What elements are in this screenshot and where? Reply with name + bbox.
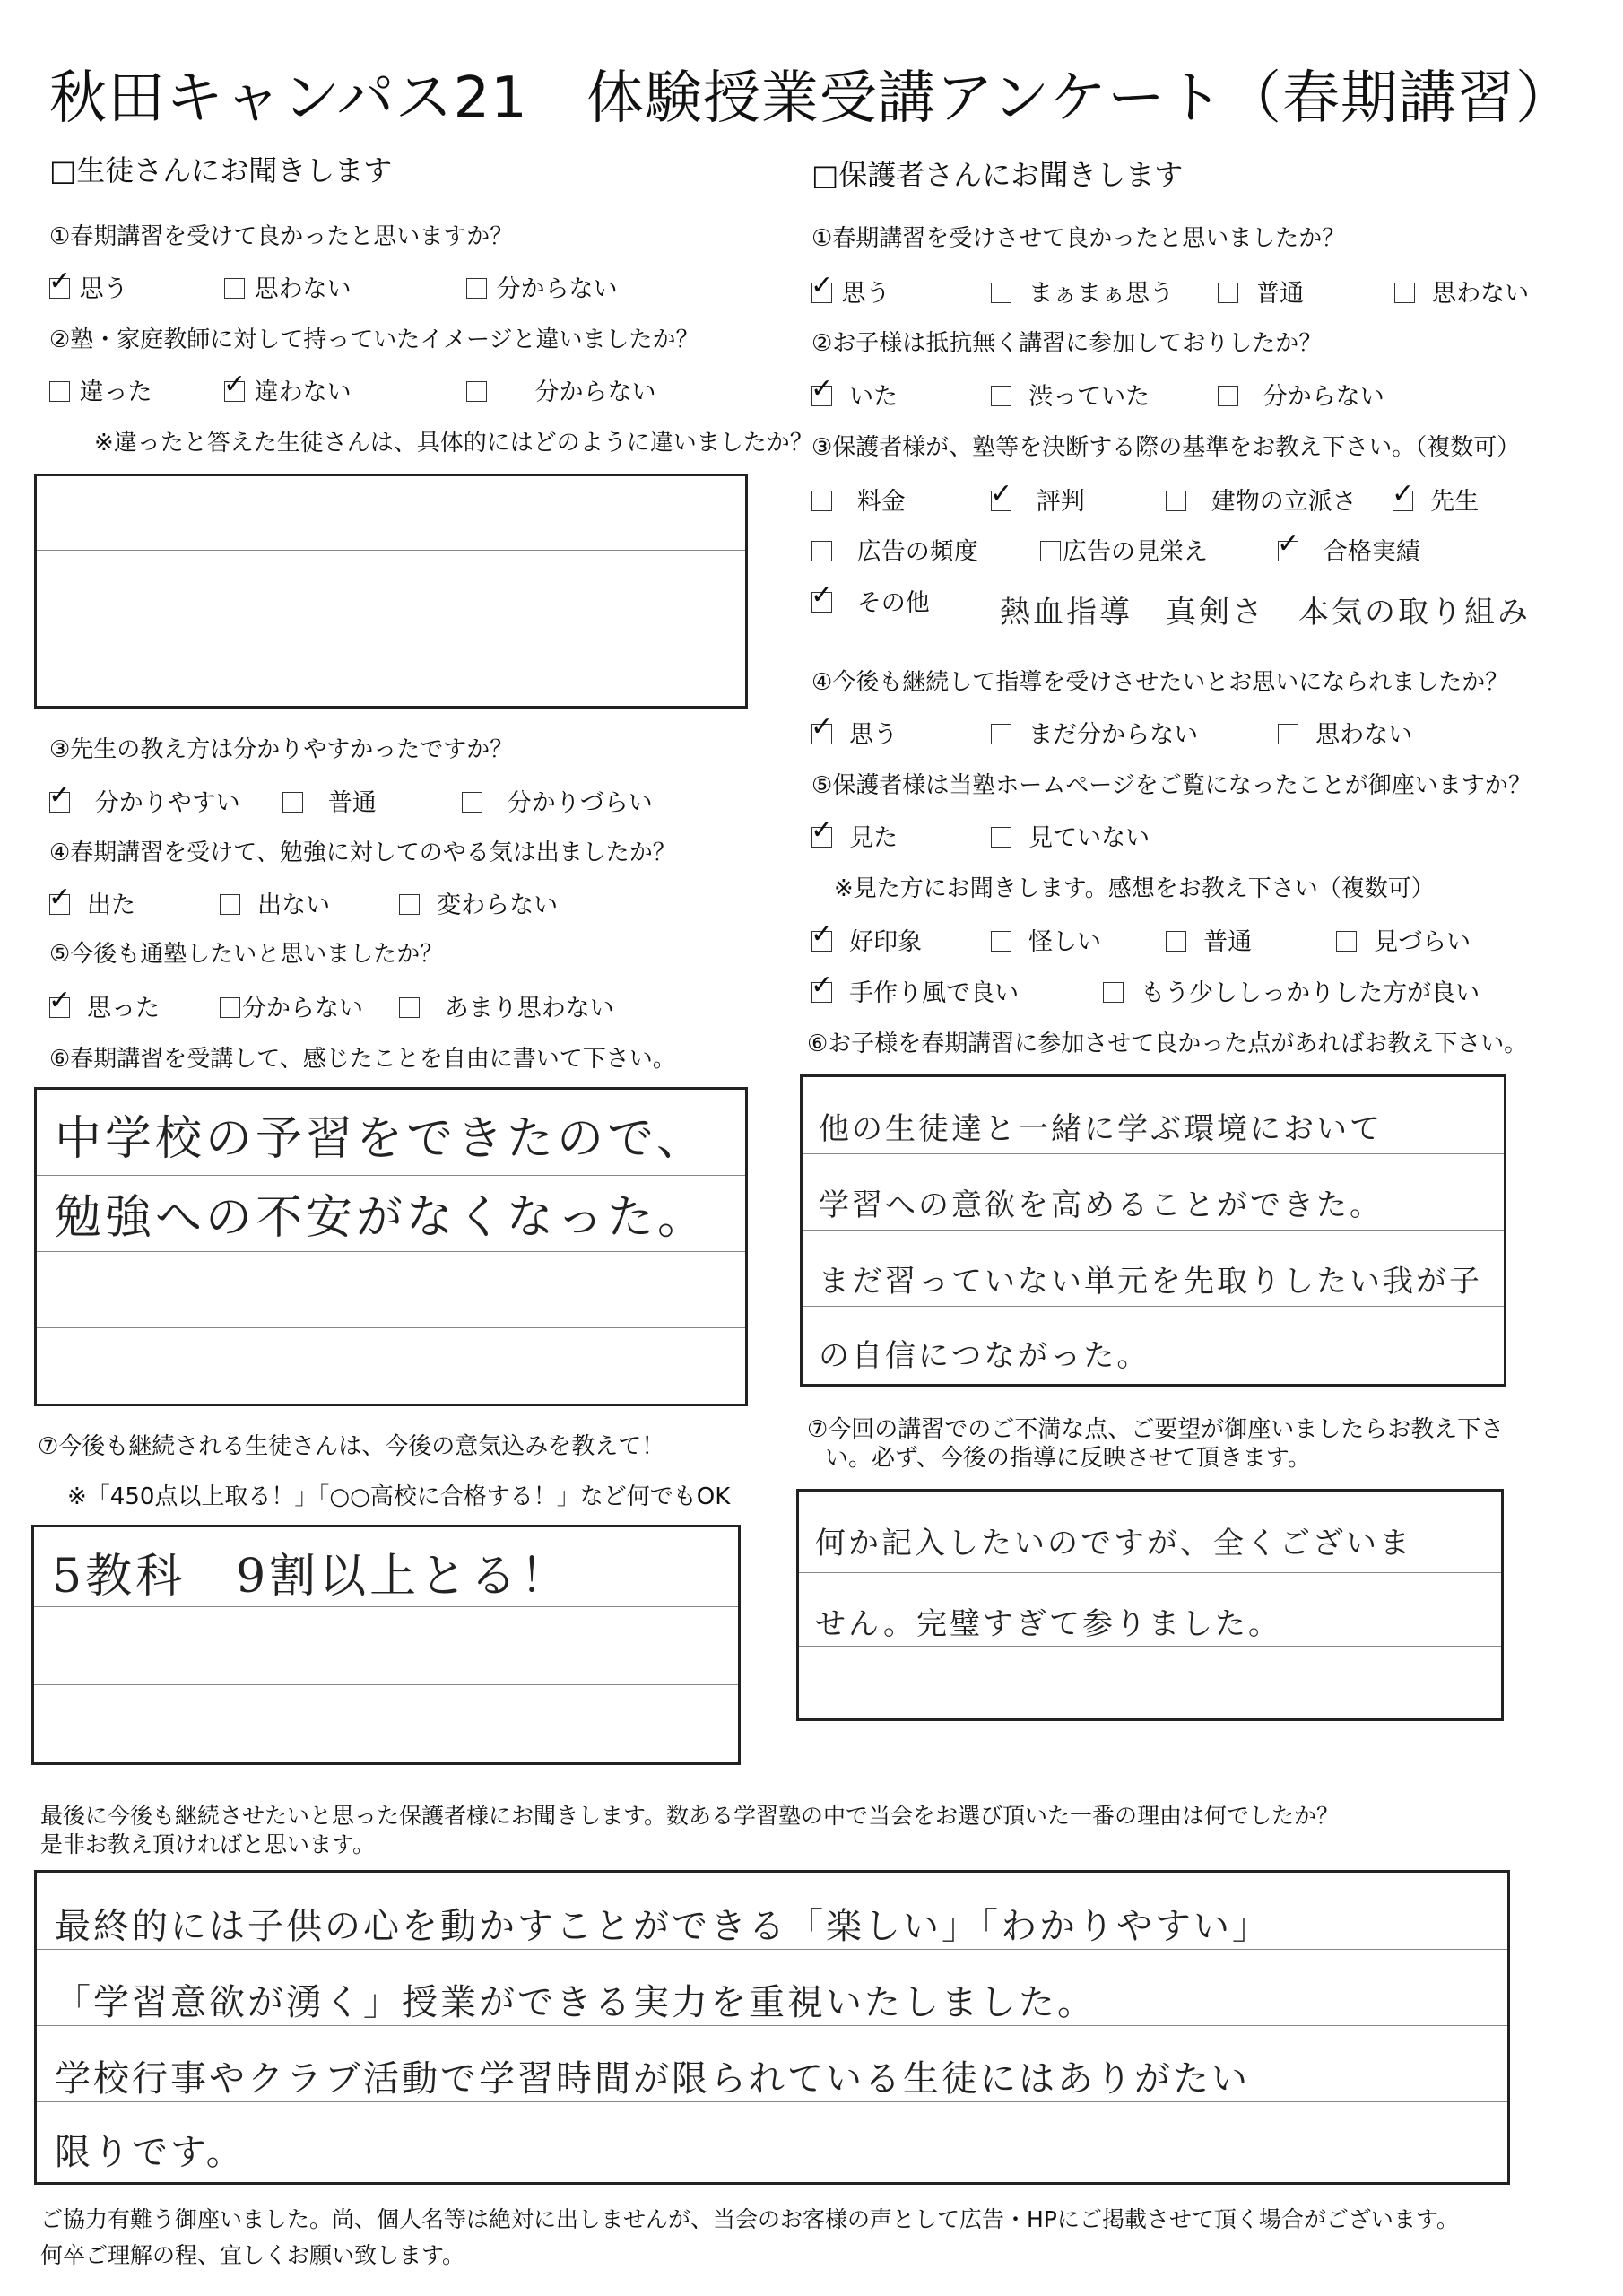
checkbox[interactable] <box>466 278 487 299</box>
parent-q3-option-3[interactable]: 建物の立派さ <box>1166 482 1357 517</box>
student-q3-option-3[interactable]: 分かりづらい <box>462 783 653 818</box>
checkbox[interactable] <box>1040 541 1061 561</box>
student-q2-note: ※違ったと答えた生徒さんは、具体的にはどのように違いましたか？ <box>94 430 813 457</box>
checkbox-checked[interactable]: ✓ <box>811 814 834 846</box>
student-q1-option-1[interactable]: ✓ 思う <box>48 265 128 303</box>
checkbox[interactable] <box>1336 931 1357 952</box>
checkbox[interactable] <box>220 894 240 915</box>
student-q6: ⑥春期講習を受講して、感じたことを自由に書いて下さい。 <box>49 1046 676 1073</box>
checkbox[interactable] <box>220 997 240 1018</box>
parent-q5-impression-2[interactable]: 怪しい <box>991 922 1101 957</box>
student-q4-option-3[interactable]: 変わらない <box>399 885 558 920</box>
student-q4-option-1[interactable]: ✓ 出た <box>48 882 136 919</box>
handwritten-answer-line: 学校行事やクラブ活動で学習時間が限られている生徒にはありがたい <box>55 2058 1250 2100</box>
parent-q4-option-3[interactable]: 思わない <box>1278 715 1412 750</box>
parent-q3-option-1[interactable]: 料金 <box>812 482 906 517</box>
parent-q4-option-2[interactable]: まだ分からない <box>991 715 1198 750</box>
checkbox[interactable] <box>812 491 832 511</box>
handwritten-answer-line: 限りです。 <box>55 2132 245 2173</box>
parent-q5-impression-6[interactable]: もう少ししっかりした方が良い <box>1103 973 1480 1008</box>
student-q2: ②塾・家庭教師に対して持っていたイメージと違いましたか？ <box>49 326 699 353</box>
checkbox[interactable] <box>1166 931 1186 952</box>
parent-q5-option-2[interactable]: 見ていない <box>991 818 1150 853</box>
handwritten-answer-line: 他の生徒達と一緒に学ぶ環境において <box>819 1111 1383 1147</box>
student-q1-option-3[interactable]: 分からない <box>466 269 618 304</box>
student-q4: ④春期講習を受けて、勉強に対してのやる気は出ましたか？ <box>49 839 676 866</box>
student-q1: ①春期講習を受けて良かったと思いますか？ <box>49 223 514 250</box>
parent-q7-answer-box[interactable] <box>796 1489 1504 1721</box>
student-q7-note: ※「450点以上取る！」「○○高校に合格する！」など何でもOK <box>67 1483 731 1510</box>
parent-q7-line-1: ⑦今回の講習でのご不満な点、ご要望が御座いましたらお教え下さ <box>807 1416 1505 1443</box>
parent-q5-impression-5[interactable]: ✓ 手作り風で良い <box>811 970 1020 1007</box>
student-q7: ⑦今後も継続される生徒さんは、今後の意気込みを教えて！ <box>38 1433 665 1460</box>
checkbox[interactable] <box>224 278 245 299</box>
checkbox[interactable] <box>1166 491 1186 511</box>
checkbox-checked[interactable]: ✓ <box>990 478 1013 509</box>
student-q5: ⑤今後も通塾したいと思いましたか？ <box>49 941 444 968</box>
parent-q2-option-3[interactable]: 分からない <box>1218 377 1384 412</box>
parent-q5-option-1[interactable]: ✓ 見た <box>811 814 898 852</box>
parent-q3-option-5[interactable]: 広告の頻度 <box>812 532 978 567</box>
parent-q5-impression-3[interactable]: 普通 <box>1166 922 1252 957</box>
checkbox[interactable] <box>1278 724 1298 744</box>
parent-q1-option-1[interactable]: ✓ 思う <box>811 270 890 308</box>
parent-q4-option-1[interactable]: ✓ 思う <box>811 711 898 749</box>
checkbox-checked[interactable]: ✓ <box>1277 528 1300 560</box>
footer-line-2: 何卒ご理解の程、宜しくお願い致します。 <box>40 2242 465 2268</box>
student-q1-option-2[interactable]: 思わない <box>224 269 352 304</box>
parent-q1-option-4[interactable]: 思わない <box>1394 274 1529 309</box>
checkbox[interactable] <box>812 541 832 561</box>
handwritten-answer-line: 最終的には子供の心を動かすことができる「楽しい」「わかりやすい」 <box>55 1906 1271 1947</box>
checkbox[interactable] <box>282 792 303 813</box>
checkbox[interactable] <box>1218 283 1238 303</box>
checkbox[interactable] <box>399 997 420 1018</box>
student-q2-option-1[interactable]: 違った <box>49 372 152 407</box>
handwritten-answer-line: 「学習意欲が湧く」授業ができる実力を重視いたしました。 <box>55 1982 1096 2023</box>
handwritten-answer-line: 5教科 9割以上とる！ <box>52 1550 571 1604</box>
checkbox-checked[interactable]: ✓ <box>223 369 247 400</box>
page-title: 秋田キャンパス21 体験授業受講アンケート（春期講習） <box>48 65 1575 132</box>
checkbox[interactable] <box>991 827 1011 848</box>
checkbox-checked[interactable]: ✓ <box>811 579 834 611</box>
student-q6-answer-box[interactable] <box>34 1087 748 1406</box>
checkbox[interactable] <box>462 792 482 813</box>
checkbox-checked[interactable]: ✓ <box>811 373 834 404</box>
checkbox-checked[interactable]: ✓ <box>811 970 834 1001</box>
parent-q2: ②お子様は抵抗無く講習に参加しておりしたか？ <box>812 330 1323 357</box>
student-q3-option-2[interactable]: 普通 <box>282 783 377 818</box>
parent-q3: ③保護者様が、塾等を決断する際の基準をお教え下さい。（複数可） <box>812 434 1521 461</box>
parent-q7-line-2: い。必ず、今後の指導に反映させて頂きます。 <box>825 1445 1311 1472</box>
checkbox[interactable] <box>991 283 1011 303</box>
handwritten-answer-line: 中学校の予習をできたので、 <box>55 1112 707 1166</box>
handwritten-other-answer: 熱血指導 真剣さ 本気の取り組み <box>1000 595 1531 631</box>
student-section-header: □生徒さんにお聞きします <box>49 153 393 187</box>
final-question-line-1: 最後に今後も継続させたいと思った保護者様にお聞きします。数ある学習塾の中で当会をお選び頂いた一番の理由は何でしたか？ <box>40 1803 1340 1829</box>
final-question-line-2: 是非お教え頂ければと思います。 <box>40 1831 376 1857</box>
checkbox[interactable] <box>49 381 70 402</box>
student-q5-option-3[interactable]: あまり思わない <box>399 988 614 1023</box>
parent-q1-option-3[interactable]: 普通 <box>1218 274 1304 309</box>
checkbox[interactable] <box>1103 982 1124 1003</box>
footer-line-1: ご協力有難う御座いました。尚、個人名等は絶対に出しませんが、当会のお客様の声として広告・HPにご掲載させて頂く場合がございます。 <box>40 2206 1459 2232</box>
parent-q1: ①春期講習を受けさせて良かったと思いましたか？ <box>812 225 1346 252</box>
student-q2-answer-box[interactable] <box>34 474 748 709</box>
parent-q3-option-other[interactable]: ✓ その他 <box>811 579 930 617</box>
parent-q3-option-6[interactable]: 広告の見栄え <box>1040 532 1208 567</box>
handwritten-answer-line: 何か記入したいのですが、全くございま <box>815 1526 1412 1561</box>
parent-q3-option-2[interactable]: ✓ 評判 <box>990 478 1085 516</box>
parent-q3-option-4[interactable]: ✓ 先生 <box>1392 478 1480 516</box>
checkbox-checked[interactable]: ✓ <box>811 270 834 301</box>
student-q5-option-2[interactable]: 分からない <box>220 988 363 1023</box>
student-q5-option-1[interactable]: ✓ 思った <box>48 985 161 1022</box>
student-q2-option-2[interactable]: ✓ 違わない <box>223 369 352 406</box>
parent-q6-answer-box[interactable] <box>800 1074 1506 1387</box>
checkbox-checked[interactable]: ✓ <box>48 265 72 297</box>
handwritten-answer-line: の自信につながった。 <box>819 1338 1150 1374</box>
handwritten-answer-line: 学習への意欲を高めることができた。 <box>819 1187 1383 1223</box>
parent-q5-note: ※見た方にお聞きします。感想をお教え下さい（複数可） <box>834 875 1435 902</box>
checkbox-checked[interactable]: ✓ <box>811 711 834 743</box>
checkbox[interactable] <box>1394 283 1415 303</box>
parent-q5-impression-4[interactable]: 見づらい <box>1336 922 1471 957</box>
parent-q1-option-2[interactable]: まぁまぁ思う <box>991 274 1174 309</box>
student-q3: ③先生の教え方は分かりやすかったですか？ <box>49 736 514 763</box>
checkbox[interactable] <box>399 894 420 915</box>
student-q3-option-1[interactable]: ✓ 分かりやすい <box>48 779 240 817</box>
checkbox[interactable] <box>1218 386 1238 406</box>
parent-q5: ⑤保護者様は当塾ホームページをご覧になったことが御座いますか？ <box>812 772 1532 799</box>
parent-q3-option-7[interactable]: ✓ 合格実績 <box>1277 528 1420 566</box>
checkbox-checked[interactable]: ✓ <box>1392 478 1415 509</box>
student-q4-option-2[interactable]: 出ない <box>220 885 330 920</box>
parent-section-header: □保護者さんにお聞きします <box>812 158 1184 192</box>
checkbox[interactable] <box>991 724 1011 744</box>
handwritten-answer-line: まだ習っていない単元を先取りしたい我が子 <box>819 1264 1482 1300</box>
checkbox-checked[interactable]: ✓ <box>48 985 72 1016</box>
student-q2-option-3[interactable]: 分からない <box>466 372 656 407</box>
checkbox[interactable] <box>466 381 487 402</box>
parent-q2-option-2[interactable]: 渋っていた <box>991 377 1150 412</box>
parent-q6: ⑥お子様を春期講習に参加させて良かった点があればお教え下さい。 <box>807 1031 1528 1057</box>
parent-q2-option-1[interactable]: ✓ いた <box>811 373 898 411</box>
checkbox-checked[interactable]: ✓ <box>811 918 834 950</box>
parent-q4: ④今後も継続して指導を受けさせたいとお思いになられましたか？ <box>812 669 1509 696</box>
parent-q5-impression-1[interactable]: ✓ 好印象 <box>811 918 923 956</box>
handwritten-answer-line: せん。完璧すぎて参りました。 <box>815 1606 1282 1642</box>
checkbox-checked[interactable]: ✓ <box>48 882 72 913</box>
checkbox-checked[interactable]: ✓ <box>48 779 72 811</box>
final-answer-box[interactable] <box>34 1870 1510 2185</box>
checkbox[interactable] <box>991 386 1011 406</box>
checkbox[interactable] <box>991 931 1011 952</box>
student-q7-answer-box[interactable] <box>31 1525 741 1765</box>
handwritten-answer-line: 勉強への不安がなくなった。 <box>55 1191 708 1245</box>
